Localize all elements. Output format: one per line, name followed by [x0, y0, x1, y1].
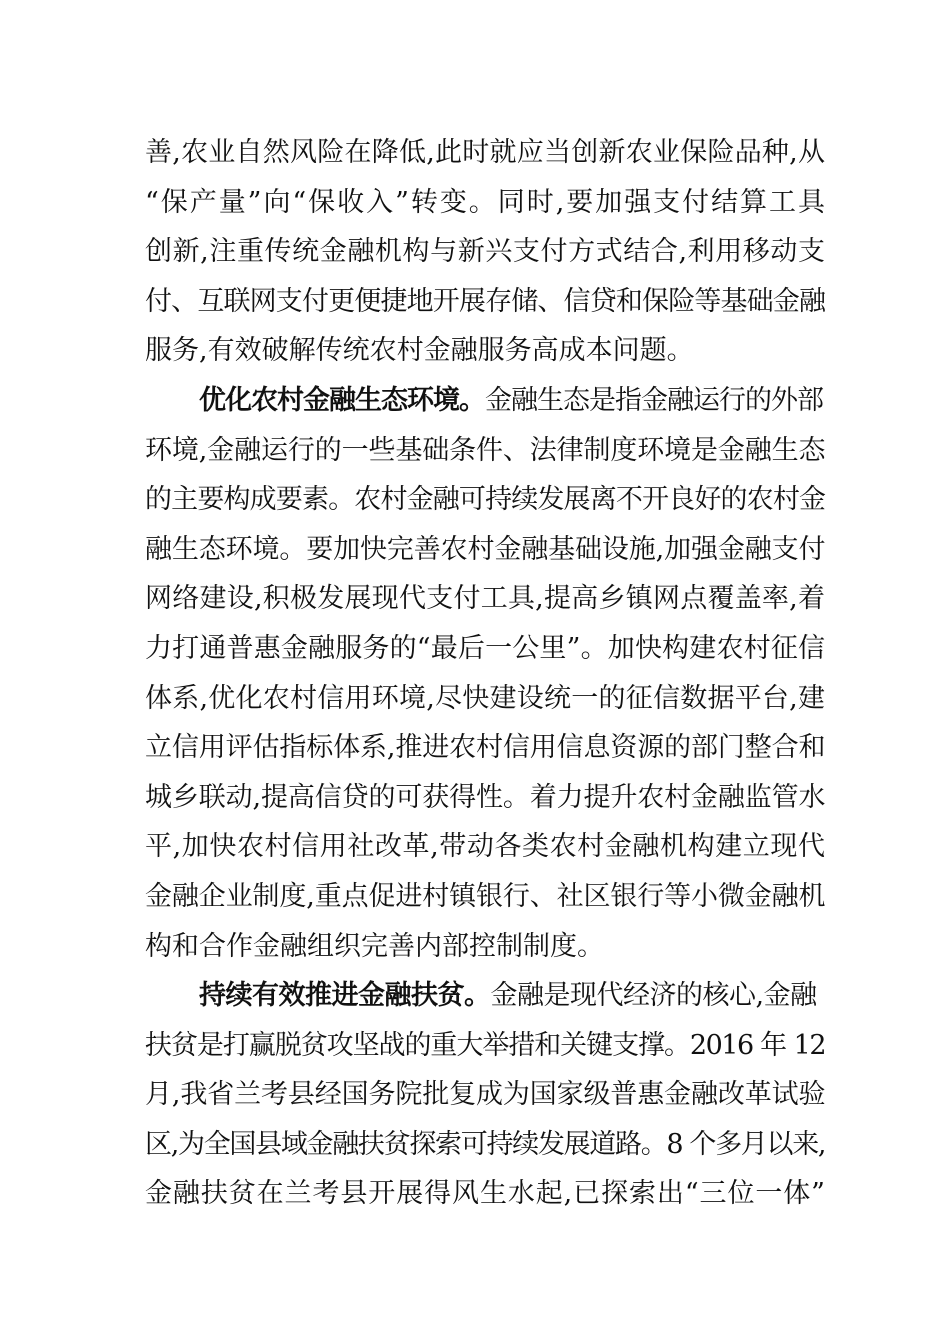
text-line: 城乡联动,提高信贷的可获得性。着力提升农村金融监管水: [145, 781, 825, 813]
text-line: 创新,注重传统金融机构与新兴支付方式结合,利用移动支: [145, 236, 825, 268]
text-line: 网络建设,积极发展现代支付工具,提高乡镇网点覆盖率,着: [145, 583, 825, 615]
text-line: 月,我省兰考县经国务院批复成为国家级普惠金融改革试验: [145, 1079, 825, 1111]
text-line: 善,农业自然风险在降低,此时就应当创新农业保险品种,从: [145, 137, 825, 168]
text-line: 金融扶贫在兰考县开展得风生水起,已探索出“三位一体”: [145, 1178, 825, 1210]
text-line: “保产量”向“保收入”转变。同时,要加强支付结算工具: [145, 186, 825, 218]
text-line: 扶贫是打赢脱贫攻坚战的重大举措和关键支撑。2016 年 12: [145, 1029, 825, 1061]
text-span: 金融生态是指金融运行的外部: [485, 384, 823, 416]
text-line: 立信用评估指标体系,推进农村信用信息资源的部门整合和: [145, 732, 825, 764]
text-line: 平,加快农村信用社改革,带动各类农村金融机构建立现代: [145, 831, 825, 863]
text-line: 的主要构成要素。农村金融可持续发展离不开良好的农村金: [145, 484, 825, 516]
text-line: 体系,优化农村信用环境,尽快建设统一的征信数据平台,建: [145, 682, 825, 714]
body-text: [145, 128, 825, 1219]
section-heading: 优化农村金融生态环境。: [199, 384, 485, 416]
text-line: 环境,金融运行的一些基础条件、法律制度环境是金融生态: [145, 434, 825, 466]
paragraph-2: [145, 376, 825, 971]
paragraph-first-line: [145, 971, 825, 1021]
text-line: 金融企业制度,重点促进村镇银行、社区银行等小微金融机: [145, 880, 825, 912]
text-line: 付、互联网支付更便捷地开展存储、信贷和保险等基础金融: [145, 285, 825, 317]
text-span: 金融是现代经济的核心,金融: [490, 980, 817, 1012]
paragraph-first-line: [145, 376, 825, 426]
text-line: 服务,有效破解传统农村金融服务高成本问题。: [145, 335, 694, 367]
text-line: 构和合作金融组织完善内部控制制度。: [145, 930, 604, 962]
text-line: 力打通普惠金融服务的“最后一公里”。加快构建农村征信: [145, 632, 825, 664]
paragraph-1: [145, 128, 825, 376]
section-heading: 持续有效推进金融扶贫。: [199, 980, 491, 1012]
text-line: 融生态环境。要加快完善农村金融基础设施,加强金融支付: [145, 533, 825, 565]
text-line: 区,为全国县域金融扶贫探索可持续发展道路。8 个多月以来,: [145, 1128, 825, 1160]
paragraph-3: [145, 971, 825, 1219]
